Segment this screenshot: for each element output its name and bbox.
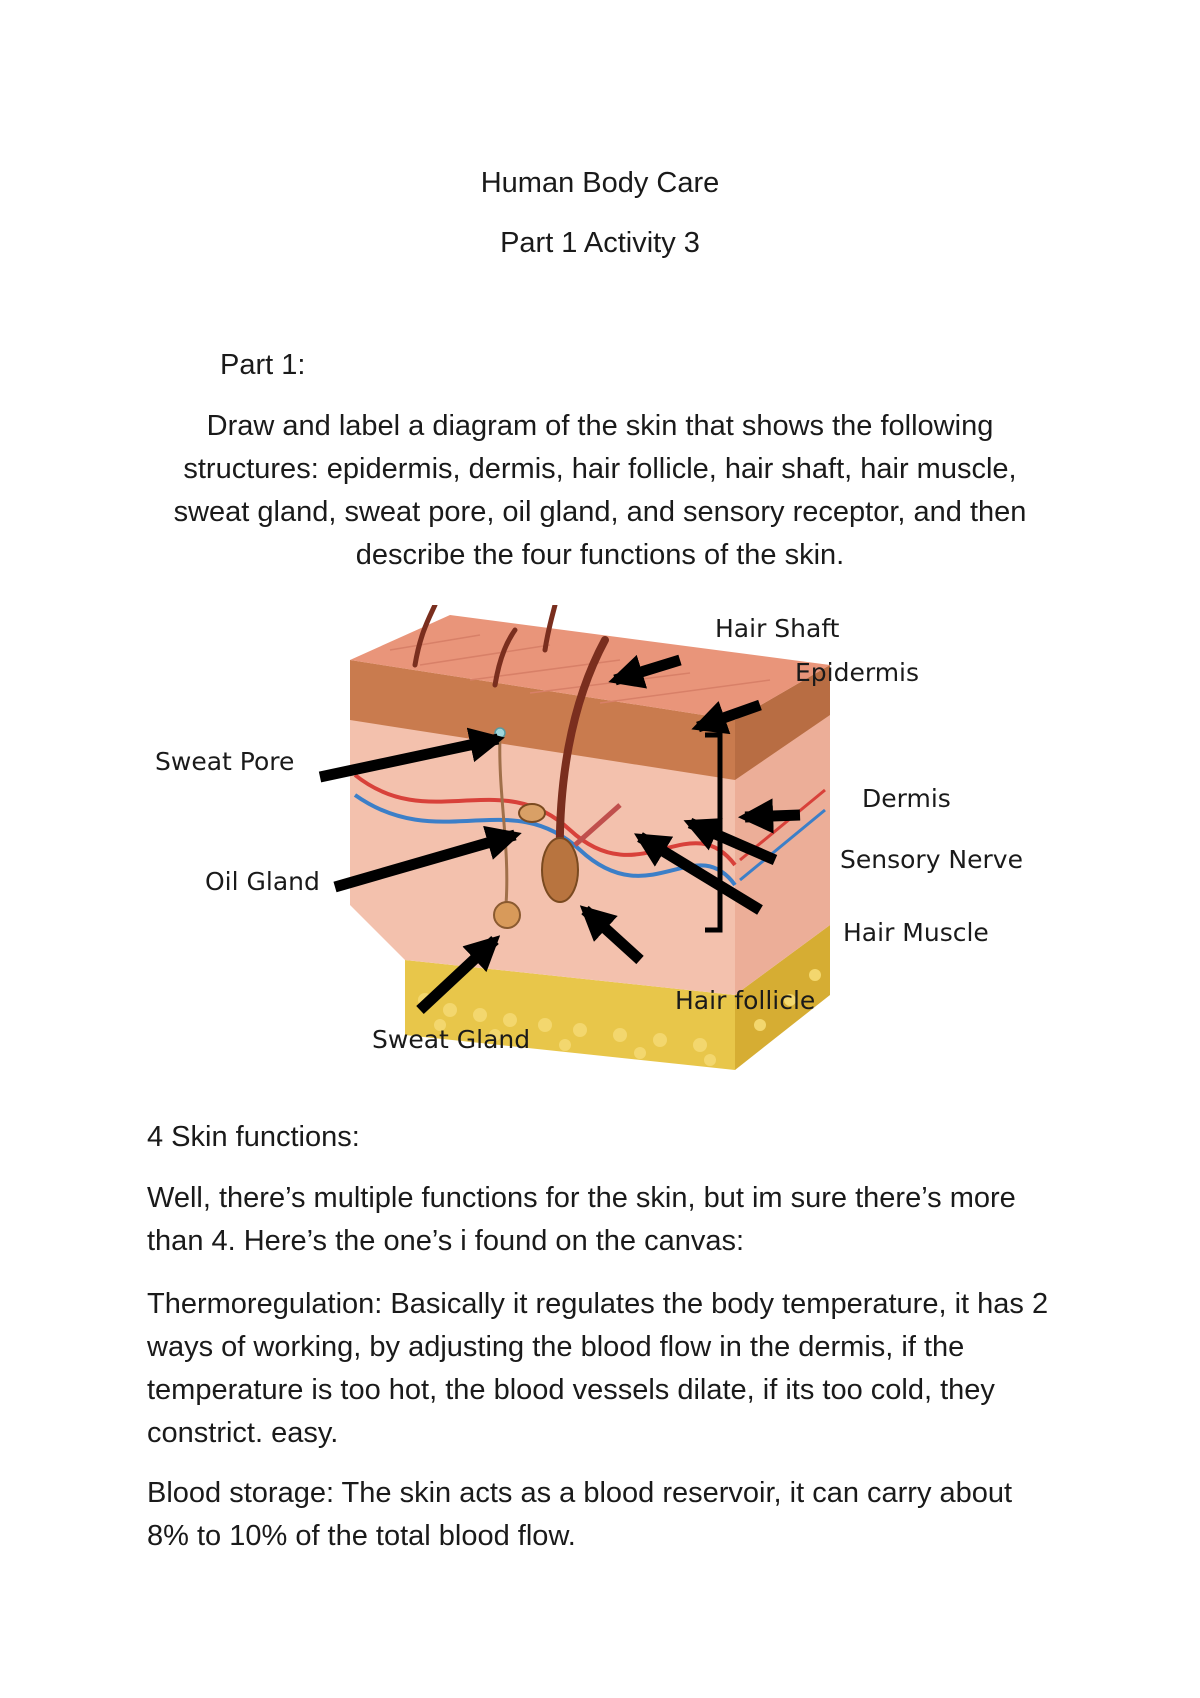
oil-gland-label: Oil Gland: [205, 867, 320, 896]
dermis-label: Dermis: [862, 784, 951, 813]
hair-follicle: [542, 838, 578, 902]
sweat-gland-label: Sweat Gland: [372, 1025, 531, 1054]
hair-follicle-label: Hair follicle: [675, 986, 816, 1015]
instructions-paragraph: Draw and label a diagram of the skin that shows the following structures: epidermis, dermis, hair follicle, hair shaft, hair muscle, sweat gland, sweat pore, oil gland, and sensory receptor, and then describe the four functions of the skin.: [173, 410, 1027, 571]
thermoregulation-paragraph: Thermoregulation: Basically it regulates the body temperature, it has 2 ways of working, by adjusting the blood flow in the dermis, if the temperature is too hot, the blood vessels dilate, if its too cold, they constrict. easy.: [147, 1288, 1049, 1449]
functions-intro-paragraph: Well, there’s multiple functions for the skin, but im sure there’s more than 4. Here’s the one’s i found on the canvas:: [147, 1182, 1016, 1257]
hair-muscle-label: Hair Muscle: [843, 918, 989, 947]
skin-diagram: [150, 605, 1050, 1075]
sweat-gland: [494, 902, 520, 928]
hair-shaft-label: Hair Shaft: [715, 614, 840, 643]
dermis-arrow: [745, 815, 800, 817]
sensory-nerve-label: Sensory Nerve: [840, 845, 1023, 874]
document-title: Human Body Care: [480, 167, 720, 199]
document-subtitle: Part 1 Activity 3: [500, 227, 700, 259]
functions-heading: 4 Skin functions:: [147, 1121, 360, 1153]
part-heading: Part 1:: [220, 349, 306, 381]
sweat-pore-label: Sweat Pore: [155, 747, 295, 776]
oil-gland: [519, 804, 545, 822]
epidermis-label: Epidermis: [795, 658, 920, 687]
blood-storage-paragraph: Blood storage: The skin acts as a blood reservoir, it can carry about 8% to 10% of the total blood flow.: [147, 1477, 1013, 1552]
